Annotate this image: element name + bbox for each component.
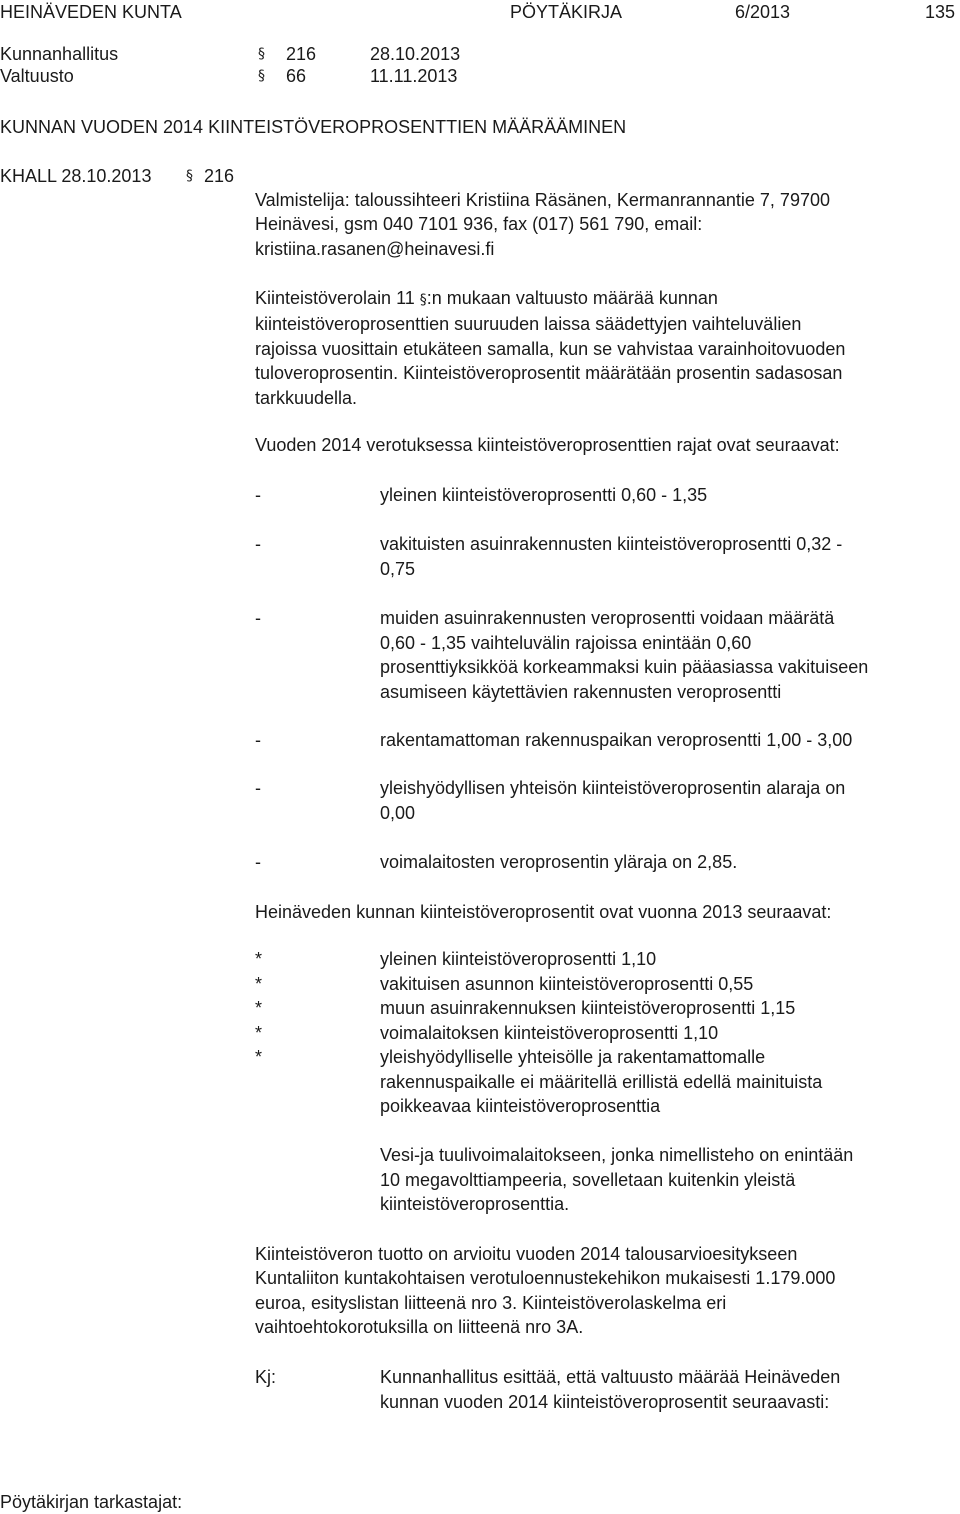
page-number: 135: [925, 2, 956, 22]
limit-text: yleishyödyllisen yhteisön kiinteistöveroprosentin alaraja on 0,00: [380, 778, 846, 823]
limit-text: vakituisten asuinrakennusten kiinteistöveroprosentti 0,32 - 0,75: [380, 534, 843, 579]
rate-text: muun asuinrakennuksen kiinteistöveroprosentti 1,15: [380, 998, 796, 1018]
municipality-name: HEINÄVEDEN KUNTA: [0, 2, 182, 22]
limits-intro: Vuoden 2014 verotuksessa kiinteistöveroprosenttien rajat ovat seuraavat:: [255, 435, 840, 455]
asterisk-marker: *: [255, 974, 263, 994]
meeting-date: 11.11.2013: [370, 66, 458, 86]
intro-text-start: Kiinteistöverolain 11: [255, 288, 420, 308]
wind-power-note: Vesi-ja tuulivoimalaitokseen, jonka nimellisteho on enintään 10 megavolttiampeeria, sovelletaan kuitenkin yleistä kiinteistöveroprosenttia.: [380, 1145, 854, 1215]
limit-text: voimalaitosten veroprosentin yläraja on 2,85.: [380, 852, 738, 872]
rate-text: voimalaitoksen kiinteistöveroprosentti 1,10: [380, 1023, 719, 1043]
section-sign: §: [258, 68, 265, 84]
meeting-date: 28.10.2013: [370, 44, 461, 64]
limit-text: yleinen kiinteistöveroprosentti 0,60 - 1,35: [380, 485, 708, 505]
asterisk-marker: *: [255, 949, 263, 969]
preparer-info: Valmistelija: taloussihteeri Kristiina Räsänen, Kermanrannantie 7, 79700 Heinävesi, gsm 040 7101 936, fax (017) 561 790, email: kristiina.rasanen@heinavesi.fi: [255, 190, 830, 259]
asterisk-marker: *: [255, 1047, 263, 1067]
rate-text: yleishyödylliselle yhteisölle ja rakentamattomalle rakennuspaikalle ei määritellä erillistä edellä mainituista poikkeavaa kiinteistöveroprosenttia: [380, 1047, 823, 1117]
document-type: PÖYTÄKIRJA: [510, 2, 623, 22]
rate-text: yleinen kiinteistöveroprosentti 1,10: [380, 949, 657, 969]
meeting-body: Kunnanhallitus: [0, 44, 119, 64]
dash-marker: -: [255, 852, 261, 872]
board-reference: KHALL 28.10.2013: [0, 166, 152, 186]
asterisk-marker: *: [255, 1023, 263, 1043]
minutes-checkers-label: Pöytäkirjan tarkastajat:: [0, 1492, 183, 1512]
limit-text: rakentamattoman rakennuspaikan veroprosentti 1,00 - 3,00: [380, 730, 853, 750]
section-sign: §: [419, 292, 427, 308]
meeting-section-number: 216: [286, 44, 317, 64]
intro-text-rest: :n mukaan valtuusto määrää kunnan kiinteistöveroprosenttien suuruuden laissa säädettyjen vaihteluvälien rajoissa vuosittain etukäteen samalla, kun se vahvistaa varainhoitovuoden tuloveroprosentin. Kiinteistöveroprosentit määrätään prosentin sadasosan tarkkuudella.: [255, 288, 846, 408]
limit-text: muiden asuinrakennusten veroprosentti voidaan määrätä 0,60 - 1,35 vaihteluvälin rajoissa enintään 0,60 prosenttiyksikköä korkeammaksi kuin pääasiassa vakituiseen asumiseen käytettävien rakennusten veroprosentti: [380, 608, 869, 702]
tax-yield-paragraph: Kiinteistöveron tuotto on arvioitu vuoden 2014 talousarvioesitykseen Kuntaliiton kuntakohtaisen verotuloennustekehikon mukaisesti 1.179.000 euroa, esityslistan liitteenä nro 3. Kiinteistöverolaskelma eri vaihtoehtokorotuksilla on liitteenä nro 3A.: [255, 1244, 836, 1338]
current-rates-intro: Heinäveden kunnan kiinteistöveroprosentit ovat vuonna 2013 seuraavat:: [255, 902, 832, 922]
section-sign: §: [186, 168, 193, 184]
issue-number: 6/2013: [735, 2, 791, 22]
meeting-section-number: 66: [286, 66, 307, 86]
meeting-body: Valtuusto: [0, 66, 74, 86]
intro-paragraph: [255, 286, 845, 410]
asterisk-marker: *: [255, 998, 263, 1018]
dash-marker: -: [255, 608, 261, 628]
board-section-number: 216: [204, 166, 235, 186]
proposal-label: Kj:: [255, 1367, 277, 1387]
proposal-text: Kunnanhallitus esittää, että valtuusto määrää Heinäveden kunnan vuoden 2014 kiinteistöveroprosentit seuraavasti:: [380, 1367, 841, 1412]
dash-marker: -: [255, 778, 261, 798]
dash-marker: -: [255, 485, 261, 505]
dash-marker: -: [255, 730, 261, 750]
dash-marker: -: [255, 534, 261, 554]
section-sign: §: [258, 46, 265, 62]
rate-text: vakituisen asunnon kiinteistöveroprosentti 0,55: [380, 974, 754, 994]
agenda-item-title: KUNNAN VUODEN 2014 KIINTEISTÖVEROPROSENTTIEN MÄÄRÄÄMINEN: [0, 117, 627, 137]
